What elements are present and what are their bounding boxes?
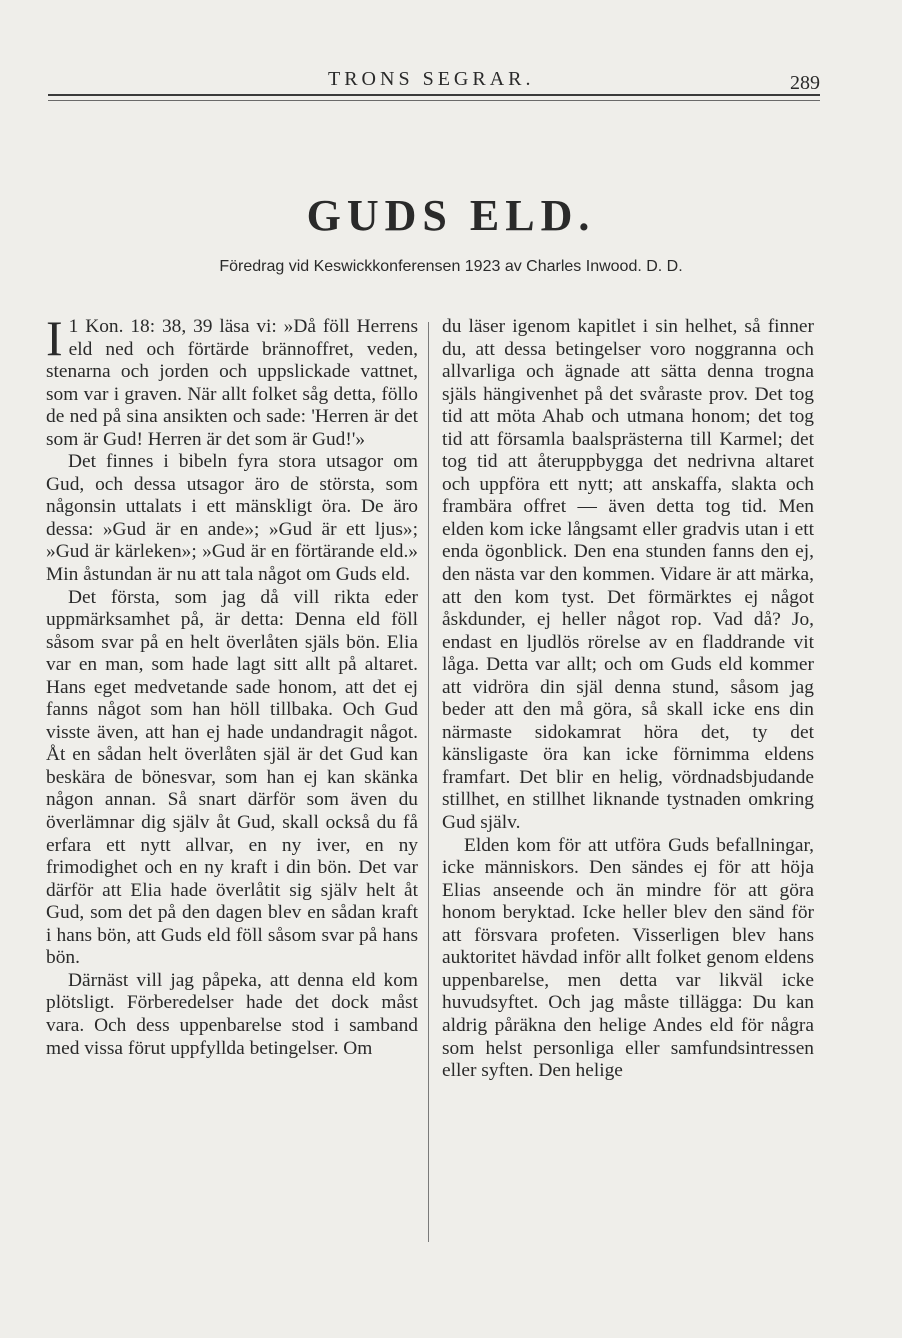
running-title: TRONS SEGRAR. [328,68,535,90]
running-head [48,66,820,106]
left-paragraph-3: Det första, som jag då vill rikta eder uppmärksamhet på, är detta: Denna eld föll såsom svar på en helt överlåten själs bön. Elia var en man, som hade lagt sitt allt på altaret. Hans eget medvetande sade honom, att det ej fanns något som han höll tillbaka. Och Gud visste även, att han ej hade undandragit något. Åt en sådan helt överlåten själ är det Gud kan beskära de bönesvar, som han ej kan skänka någon annan. Så snart därför som även du överlämnar dig själv åt Gud, skall också du få erfara ett nytt allvar, en ny iver, en ny frimodighet och en ny kraft i din bön. Det var därför att Elia hade överlåtit sig själv helt åt Gud, som det på den dagen blev en sådan kraft i hans bön, att Guds eld föll såsom svar på hans bön. [46,586,418,969]
page-number: 289 [790,72,820,94]
header-rule [48,94,820,96]
article-subtitle: Föredrag vid Keswickkonferensen 1923 av Charles Inwood. D. D. [219,258,683,275]
header-rule-thin [48,100,820,101]
right-column [442,316,814,1083]
column-divider [428,322,429,1242]
left-paragraph-1-text: 1 Kon. 18: 38, 39 läsa vi: »Då föll Herrens eld ned och förtärde brännoffret, veden, stenarna och jorden och uppslickade vattnet, som var i graven. När allt folket såg detta, föllo de ned på sina ansikten och sade: 'Herren är det som är Gud! Herren är det som är Gud!'» [46,316,418,450]
right-paragraph-2: Elden kom för att utföra Guds befallningar, icke människors. Den sändes ej för att höja Elias anseende och än mindre för att göra honom beryktad. Icke heller blev den sänd för att försvara profeten. Visserligen blev hans auktoritet hävdad inför allt folket genom eldens uppenbarelse, men detta var likväl icke huvudsyftet. Och jag måste tillägga: Du kan aldrig påräkna den helige Andes eld för några som helst personliga eller samfundsintressen eller syften. Den helige [442,834,814,1082]
article-title: GUDS ELD. [306,191,596,240]
left-paragraph-4: Därnäst vill jag påpeka, att denna eld kom plötsligt. Förberedelser hade det dock måst vara. Och dess uppenbarelse stod i samband med vissa förut uppfyllda betingelser. Om [46,969,418,1059]
left-paragraph-2: Det finnes i bibeln fyra stora utsagor om Gud, och dessa utsagor äro de största, som någonsin uttalats i ett mänskligt öra. De äro dessa: »Gud är en ande»; »Gud är ett ljus»; »Gud är kärleken»; »Gud är en förtärande eld.» Min åstundan är nu att tala något om Guds eld. [46,451,418,586]
right-paragraph-1: du läser igenom kapitlet i sin helhet, så finner du, att dessa betingelser voro noggranna och allvarliga och ägnade att sätta denna trogna själs hängivenhet på det svåraste prov. Det tog tid att möta Ahab och utmana honom; det tog tid att församla baalsprästerna till Karmel; det tog tid att återuppbygga det nedrivna altaret och uppföra ett nytt; att anskaffa, slakta och frambära offret — även detta tog tid. Men elden kom icke långsamt eller gradvis utan i ett enda ögonblick. Den ena stunden fanns den ej, den nästa var den kommen. Vidare är att märka, att den kom tyst. Det förmärktes ej något åskdunder, ej heller något rop. Vad då? Jo, endast en ljudlös rörelse av en fladdrande vit låga. Detta var allt; och om Guds eld kommer att vidröra din själ denna stund, såsom jag beder att den må göra, så skall icke ens din närmaste sidokamrat höra det, ty det känsligaste öra kan icke förnimma eldens framfart. Det blir en helig, vördnadsbjudande stillhet, en stillhet liknande tystnaden omkring Gud själv. [442,316,814,834]
left-paragraph-1 [46,310,418,451]
drop-cap: I [46,310,63,366]
left-column [46,310,418,1060]
